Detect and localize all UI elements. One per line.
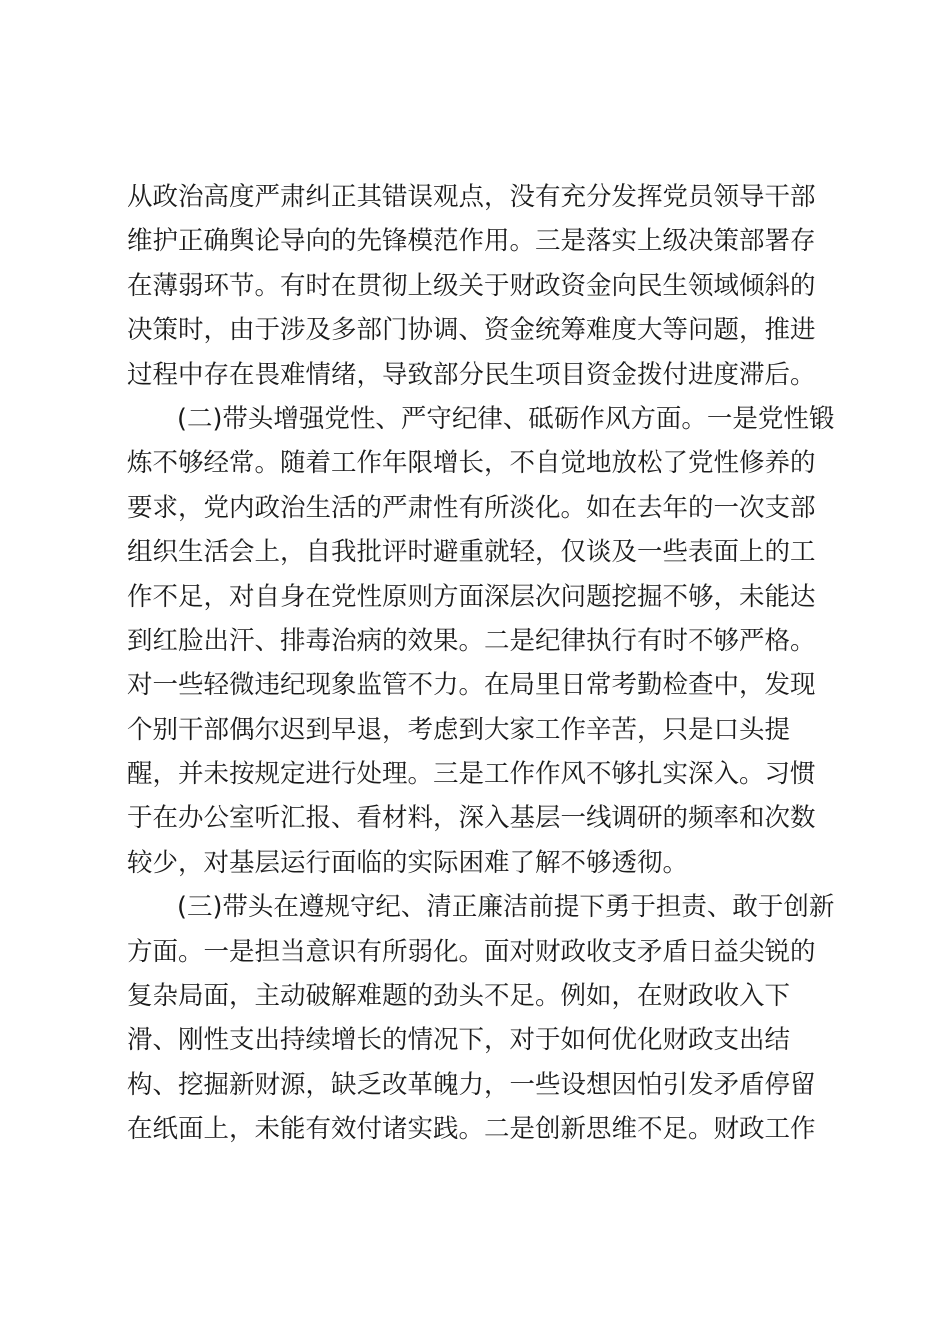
text-line: 维护正确舆论导向的先锋模范作用。三是落实上级决策部署存 bbox=[127, 226, 816, 257]
text-line: 对一些轻微违纪现象监管不力。在局里日常考勤检查中，发现 bbox=[127, 670, 816, 701]
text-line: 到红脸出汗、排毒治病的效果。二是纪律执行有时不够严格。 bbox=[127, 625, 816, 656]
text-line: 于在办公室听汇报、看材料，深入基层一线调研的频率和次数 bbox=[127, 803, 816, 834]
text-line: 在薄弱环节。有时在贯彻上级关于财政资金向民生领域倾斜的 bbox=[127, 270, 816, 301]
text-line: 炼不够经常。随着工作年限增长，不自觉地放松了党性修养的 bbox=[127, 448, 816, 479]
section-heading-line: (二)带头增强党性、严守纪律、砥砺作风方面。一是党性锻 bbox=[177, 403, 835, 434]
text-line: 构、挖掘新财源，缺乏改革魄力，一些设想因怕引发矛盾停留 bbox=[127, 1069, 816, 1100]
text-line: 决策时，由于涉及多部门协调、资金统筹难度大等问题，推进 bbox=[127, 315, 816, 346]
text-line: 组织生活会上，自我批评时避重就轻，仅谈及一些表面上的工 bbox=[127, 537, 816, 568]
text-line: 个别干部偶尔迟到早退，考虑到大家工作辛苦，只是口头提 bbox=[127, 714, 791, 745]
document-body bbox=[127, 175, 835, 1152]
text-line: 过程中存在畏难情绪，导致部分民生项目资金拨付进度滞后。 bbox=[127, 359, 816, 390]
text-line: 在纸面上，未能有效付诸实践。二是创新思维不足。财政工作 bbox=[127, 1114, 816, 1145]
text-line: 较少，对基层运行面临的实际困难了解不够透彻。 bbox=[127, 847, 689, 878]
text-line: 要求，党内政治生活的严肃性有所淡化。如在去年的一次支部 bbox=[127, 492, 816, 523]
text-line: 从政治高度严肃纠正其错误观点，没有充分发挥党员领导干部 bbox=[127, 182, 816, 212]
section-heading-line: (三)带头在遵规守纪、清正廉洁前提下勇于担责、敢于创新 bbox=[177, 892, 835, 923]
text-line: 滑、刚性支出持续增长的情况下，对于如何优化财政支出结 bbox=[127, 1025, 791, 1056]
text-line: 作不足，对自身在党性原则方面深层次问题挖掘不够，未能达 bbox=[127, 581, 816, 612]
text-line: 醒，并未按规定进行处理。三是工作作风不够扎实深入。习惯 bbox=[127, 759, 816, 790]
text-line: 方面。一是担当意识有所弱化。面对财政收支矛盾日益尖锐的 bbox=[127, 936, 816, 967]
text-line: 复杂局面，主动破解难题的劲头不足。例如，在财政收入下 bbox=[127, 981, 791, 1012]
